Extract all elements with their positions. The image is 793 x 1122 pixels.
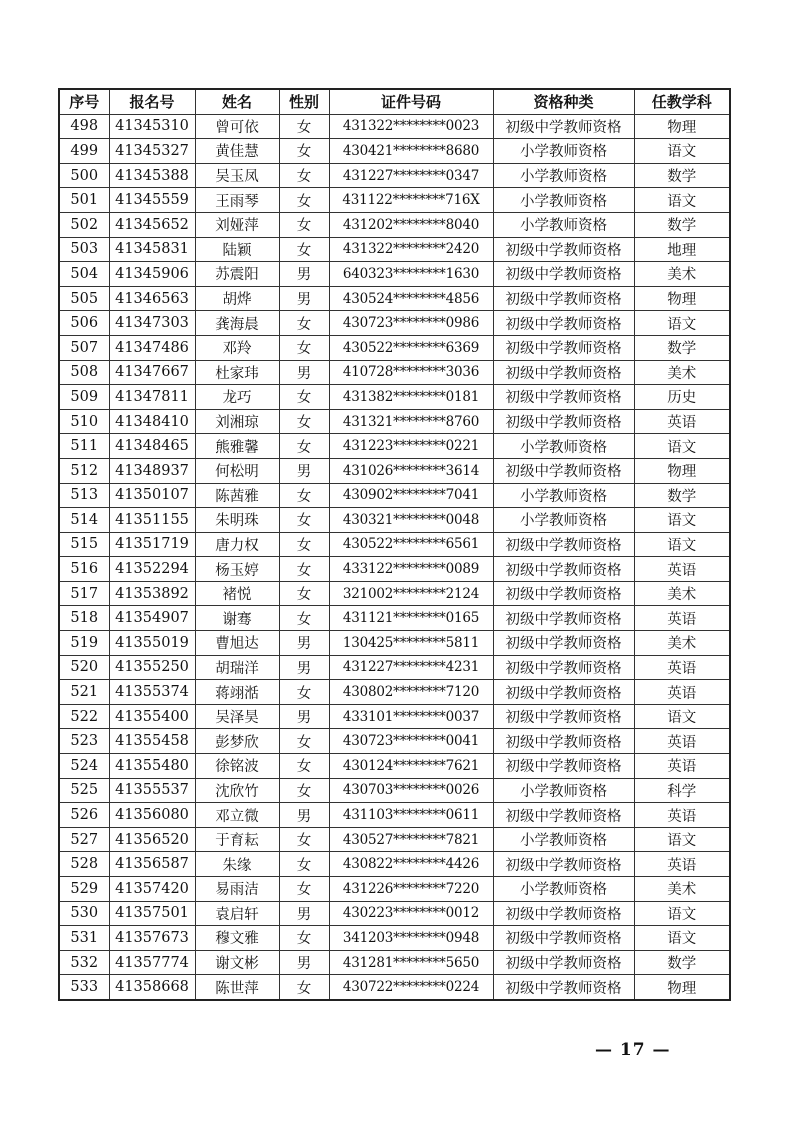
cell-id-number: 430902********7041 xyxy=(329,483,493,508)
cell-serial: 533 xyxy=(59,975,109,1000)
cell-serial: 529 xyxy=(59,877,109,902)
cell-id-number: 430124********7621 xyxy=(329,754,493,779)
table-row xyxy=(59,901,730,926)
header-teaching-subject: 任教学科 xyxy=(634,89,730,114)
cell-gender: 女 xyxy=(279,557,329,582)
cell-gender: 女 xyxy=(279,114,329,139)
cell-teaching-subject: 语文 xyxy=(634,704,730,729)
table-row xyxy=(59,212,730,237)
cell-name: 谢文彬 xyxy=(195,950,279,975)
cell-gender: 女 xyxy=(279,139,329,164)
cell-id-number: 433101********0037 xyxy=(329,704,493,729)
cell-serial: 502 xyxy=(59,212,109,237)
cell-teaching-subject: 语文 xyxy=(634,508,730,533)
cell-name: 黄佳慧 xyxy=(195,139,279,164)
cell-qualification-type: 初级中学教师资格 xyxy=(493,631,634,656)
cell-teaching-subject: 英语 xyxy=(634,606,730,631)
cell-teaching-subject: 英语 xyxy=(634,409,730,434)
cell-qualification-type: 初级中学教师资格 xyxy=(493,262,634,287)
cell-name: 苏震阳 xyxy=(195,262,279,287)
table-row xyxy=(59,581,730,606)
table-row xyxy=(59,975,730,1000)
cell-id-number: 430722********0224 xyxy=(329,975,493,1000)
cell-qualification-type: 初级中学教师资格 xyxy=(493,803,634,828)
cell-gender: 女 xyxy=(279,483,329,508)
cell-gender: 女 xyxy=(279,680,329,705)
cell-qualification-type: 初级中学教师资格 xyxy=(493,655,634,680)
cell-name: 徐铭波 xyxy=(195,754,279,779)
cell-registration-no: 41357673 xyxy=(109,926,195,951)
cell-registration-no: 41355480 xyxy=(109,754,195,779)
cell-name: 易雨洁 xyxy=(195,877,279,902)
cell-gender: 男 xyxy=(279,262,329,287)
cell-name: 刘娅萍 xyxy=(195,212,279,237)
cell-serial: 526 xyxy=(59,803,109,828)
cell-id-number: 431321********8760 xyxy=(329,409,493,434)
cell-id-number: 410728********3036 xyxy=(329,360,493,385)
cell-gender: 女 xyxy=(279,754,329,779)
cell-serial: 504 xyxy=(59,262,109,287)
cell-qualification-type: 初级中学教师资格 xyxy=(493,335,634,360)
cell-registration-no: 41345327 xyxy=(109,139,195,164)
cell-gender: 女 xyxy=(279,877,329,902)
cell-serial: 523 xyxy=(59,729,109,754)
cell-registration-no: 41345559 xyxy=(109,188,195,213)
cell-serial: 524 xyxy=(59,754,109,779)
cell-id-number: 431121********0165 xyxy=(329,606,493,631)
cell-qualification-type: 小学教师资格 xyxy=(493,877,634,902)
cell-name: 熊雅馨 xyxy=(195,434,279,459)
cell-serial: 520 xyxy=(59,655,109,680)
cell-teaching-subject: 数学 xyxy=(634,335,730,360)
cell-name: 胡瑞洋 xyxy=(195,655,279,680)
cell-registration-no: 41357501 xyxy=(109,901,195,926)
header-id-number: 证件号码 xyxy=(329,89,493,114)
cell-registration-no: 41355019 xyxy=(109,631,195,656)
cell-serial: 518 xyxy=(59,606,109,631)
cell-registration-no: 41345906 xyxy=(109,262,195,287)
cell-registration-no: 41347303 xyxy=(109,311,195,336)
cell-teaching-subject: 语文 xyxy=(634,434,730,459)
cell-registration-no: 41348937 xyxy=(109,458,195,483)
cell-teaching-subject: 语文 xyxy=(634,827,730,852)
table-row xyxy=(59,877,730,902)
cell-registration-no: 41356520 xyxy=(109,827,195,852)
cell-registration-no: 41355537 xyxy=(109,778,195,803)
cell-serial: 510 xyxy=(59,409,109,434)
cell-gender: 女 xyxy=(279,508,329,533)
table-row xyxy=(59,335,730,360)
cell-name: 曾可依 xyxy=(195,114,279,139)
cell-teaching-subject: 数学 xyxy=(634,483,730,508)
cell-qualification-type: 初级中学教师资格 xyxy=(493,409,634,434)
cell-gender: 男 xyxy=(279,901,329,926)
cell-gender: 女 xyxy=(279,975,329,1000)
table-body xyxy=(59,114,730,1000)
cell-serial: 525 xyxy=(59,778,109,803)
table-row xyxy=(59,827,730,852)
cell-gender: 女 xyxy=(279,163,329,188)
cell-name: 唐力权 xyxy=(195,532,279,557)
cell-id-number: 430522********6369 xyxy=(329,335,493,360)
cell-registration-no: 41345831 xyxy=(109,237,195,262)
cell-id-number: 640323********1630 xyxy=(329,262,493,287)
cell-qualification-type: 初级中学教师资格 xyxy=(493,926,634,951)
table-row xyxy=(59,163,730,188)
cell-registration-no: 41348465 xyxy=(109,434,195,459)
cell-teaching-subject: 物理 xyxy=(634,114,730,139)
cell-registration-no: 41353892 xyxy=(109,581,195,606)
cell-serial: 516 xyxy=(59,557,109,582)
table-row xyxy=(59,631,730,656)
cell-teaching-subject: 英语 xyxy=(634,754,730,779)
cell-id-number: 431226********7220 xyxy=(329,877,493,902)
cell-registration-no: 41347811 xyxy=(109,385,195,410)
page-number: — 17 — xyxy=(595,1040,671,1060)
cell-qualification-type: 初级中学教师资格 xyxy=(493,680,634,705)
cell-serial: 506 xyxy=(59,311,109,336)
cell-gender: 女 xyxy=(279,778,329,803)
cell-serial: 500 xyxy=(59,163,109,188)
cell-qualification-type: 小学教师资格 xyxy=(493,434,634,459)
cell-name: 朱明珠 xyxy=(195,508,279,533)
cell-serial: 519 xyxy=(59,631,109,656)
cell-qualification-type: 小学教师资格 xyxy=(493,139,634,164)
cell-id-number: 431223********0221 xyxy=(329,434,493,459)
cell-name: 吴泽昊 xyxy=(195,704,279,729)
cell-gender: 女 xyxy=(279,434,329,459)
cell-id-number: 431281********5650 xyxy=(329,950,493,975)
cell-qualification-type: 初级中学教师资格 xyxy=(493,704,634,729)
cell-serial: 511 xyxy=(59,434,109,459)
cell-gender: 女 xyxy=(279,385,329,410)
cell-teaching-subject: 英语 xyxy=(634,557,730,582)
cell-serial: 503 xyxy=(59,237,109,262)
cell-qualification-type: 小学教师资格 xyxy=(493,508,634,533)
table-row xyxy=(59,655,730,680)
cell-serial: 501 xyxy=(59,188,109,213)
cell-qualification-type: 初级中学教师资格 xyxy=(493,237,634,262)
cell-gender: 女 xyxy=(279,311,329,336)
cell-id-number: 431227********0347 xyxy=(329,163,493,188)
cell-teaching-subject: 历史 xyxy=(634,385,730,410)
cell-teaching-subject: 美术 xyxy=(634,581,730,606)
table-row xyxy=(59,139,730,164)
cell-gender: 女 xyxy=(279,729,329,754)
cell-qualification-type: 小学教师资格 xyxy=(493,163,634,188)
cell-id-number: 431322********2420 xyxy=(329,237,493,262)
cell-teaching-subject: 美术 xyxy=(634,631,730,656)
header-qualification-type: 资格种类 xyxy=(493,89,634,114)
cell-id-number: 431202********8040 xyxy=(329,212,493,237)
cell-qualification-type: 初级中学教师资格 xyxy=(493,114,634,139)
header-name: 姓名 xyxy=(195,89,279,114)
cell-id-number: 431227********4231 xyxy=(329,655,493,680)
cell-registration-no: 41345388 xyxy=(109,163,195,188)
table-row xyxy=(59,114,730,139)
cell-id-number: 430522********6561 xyxy=(329,532,493,557)
cell-serial: 521 xyxy=(59,680,109,705)
cell-teaching-subject: 美术 xyxy=(634,877,730,902)
cell-qualification-type: 初级中学教师资格 xyxy=(493,557,634,582)
cell-gender: 女 xyxy=(279,581,329,606)
table-row xyxy=(59,950,730,975)
table-row xyxy=(59,311,730,336)
cell-registration-no: 41355374 xyxy=(109,680,195,705)
cell-qualification-type: 初级中学教师资格 xyxy=(493,729,634,754)
cell-teaching-subject: 美术 xyxy=(634,360,730,385)
cell-gender: 女 xyxy=(279,827,329,852)
cell-registration-no: 41351719 xyxy=(109,532,195,557)
cell-serial: 507 xyxy=(59,335,109,360)
cell-name: 杜家玮 xyxy=(195,360,279,385)
cell-id-number: 430527********7821 xyxy=(329,827,493,852)
table-row xyxy=(59,483,730,508)
cell-registration-no: 41347667 xyxy=(109,360,195,385)
cell-serial: 498 xyxy=(59,114,109,139)
cell-serial: 531 xyxy=(59,926,109,951)
cell-teaching-subject: 语文 xyxy=(634,311,730,336)
cell-qualification-type: 初级中学教师资格 xyxy=(493,311,634,336)
cell-qualification-type: 小学教师资格 xyxy=(493,212,634,237)
cell-teaching-subject: 地理 xyxy=(634,237,730,262)
cell-id-number: 430321********0048 xyxy=(329,508,493,533)
cell-qualification-type: 初级中学教师资格 xyxy=(493,385,634,410)
cell-registration-no: 41345652 xyxy=(109,212,195,237)
cell-teaching-subject: 英语 xyxy=(634,680,730,705)
table-row xyxy=(59,532,730,557)
cell-name: 蒋翊湉 xyxy=(195,680,279,705)
cell-id-number: 431322********0023 xyxy=(329,114,493,139)
table-row xyxy=(59,704,730,729)
cell-registration-no: 41356587 xyxy=(109,852,195,877)
table-row xyxy=(59,409,730,434)
cell-serial: 530 xyxy=(59,901,109,926)
table-row xyxy=(59,360,730,385)
cell-id-number: 430703********0026 xyxy=(329,778,493,803)
cell-gender: 男 xyxy=(279,286,329,311)
cell-name: 曹旭达 xyxy=(195,631,279,656)
table-row xyxy=(59,557,730,582)
cell-registration-no: 41346563 xyxy=(109,286,195,311)
cell-id-number: 430723********0041 xyxy=(329,729,493,754)
cell-registration-no: 41351155 xyxy=(109,508,195,533)
cell-name: 于育耘 xyxy=(195,827,279,852)
cell-teaching-subject: 物理 xyxy=(634,458,730,483)
cell-teaching-subject: 英语 xyxy=(634,655,730,680)
cell-gender: 女 xyxy=(279,335,329,360)
table-row xyxy=(59,926,730,951)
cell-teaching-subject: 科学 xyxy=(634,778,730,803)
cell-name: 沈欣竹 xyxy=(195,778,279,803)
cell-name: 王雨琴 xyxy=(195,188,279,213)
cell-gender: 女 xyxy=(279,188,329,213)
cell-serial: 532 xyxy=(59,950,109,975)
cell-gender: 女 xyxy=(279,409,329,434)
cell-id-number: 130425********5811 xyxy=(329,631,493,656)
cell-gender: 女 xyxy=(279,212,329,237)
cell-id-number: 430822********4426 xyxy=(329,852,493,877)
header-registration-no: 报名号 xyxy=(109,89,195,114)
cell-teaching-subject: 物理 xyxy=(634,286,730,311)
cell-qualification-type: 小学教师资格 xyxy=(493,483,634,508)
cell-id-number: 431103********0611 xyxy=(329,803,493,828)
cell-qualification-type: 初级中学教师资格 xyxy=(493,360,634,385)
cell-serial: 514 xyxy=(59,508,109,533)
table-row xyxy=(59,754,730,779)
table-row xyxy=(59,680,730,705)
cell-registration-no: 41355250 xyxy=(109,655,195,680)
cell-gender: 男 xyxy=(279,803,329,828)
cell-id-number: 430421********8680 xyxy=(329,139,493,164)
table-row xyxy=(59,508,730,533)
cell-qualification-type: 初级中学教师资格 xyxy=(493,606,634,631)
cell-registration-no: 41357420 xyxy=(109,877,195,902)
cell-serial: 509 xyxy=(59,385,109,410)
cell-teaching-subject: 数学 xyxy=(634,212,730,237)
cell-gender: 男 xyxy=(279,950,329,975)
cell-serial: 499 xyxy=(59,139,109,164)
cell-gender: 女 xyxy=(279,606,329,631)
cell-teaching-subject: 英语 xyxy=(634,803,730,828)
cell-qualification-type: 小学教师资格 xyxy=(493,778,634,803)
cell-serial: 513 xyxy=(59,483,109,508)
cell-qualification-type: 初级中学教师资格 xyxy=(493,458,634,483)
cell-gender: 女 xyxy=(279,532,329,557)
cell-qualification-type: 初级中学教师资格 xyxy=(493,975,634,1000)
cell-registration-no: 41350107 xyxy=(109,483,195,508)
cell-name: 陈世萍 xyxy=(195,975,279,1000)
cell-name: 邓羚 xyxy=(195,335,279,360)
cell-teaching-subject: 英语 xyxy=(634,729,730,754)
cell-gender: 男 xyxy=(279,458,329,483)
table-row xyxy=(59,385,730,410)
cell-name: 穆文雅 xyxy=(195,926,279,951)
table-row xyxy=(59,803,730,828)
cell-teaching-subject: 语文 xyxy=(634,188,730,213)
cell-qualification-type: 初级中学教师资格 xyxy=(493,286,634,311)
cell-name: 朱缘 xyxy=(195,852,279,877)
cell-teaching-subject: 数学 xyxy=(634,163,730,188)
cell-qualification-type: 小学教师资格 xyxy=(493,827,634,852)
table-row xyxy=(59,729,730,754)
cell-registration-no: 41354907 xyxy=(109,606,195,631)
cell-gender: 女 xyxy=(279,237,329,262)
cell-name: 彭梦欣 xyxy=(195,729,279,754)
table-row xyxy=(59,237,730,262)
cell-name: 刘湘琼 xyxy=(195,409,279,434)
cell-serial: 508 xyxy=(59,360,109,385)
cell-name: 龚海晨 xyxy=(195,311,279,336)
cell-teaching-subject: 语文 xyxy=(634,139,730,164)
cell-name: 龙巧 xyxy=(195,385,279,410)
cell-registration-no: 41352294 xyxy=(109,557,195,582)
cell-registration-no: 41347486 xyxy=(109,335,195,360)
cell-serial: 505 xyxy=(59,286,109,311)
cell-registration-no: 41357774 xyxy=(109,950,195,975)
cell-name: 褚悦 xyxy=(195,581,279,606)
cell-name: 袁启轩 xyxy=(195,901,279,926)
cell-name: 吴玉凤 xyxy=(195,163,279,188)
applicant-table xyxy=(58,88,731,1001)
cell-registration-no: 41345310 xyxy=(109,114,195,139)
cell-teaching-subject: 英语 xyxy=(634,852,730,877)
cell-gender: 男 xyxy=(279,704,329,729)
cell-gender: 女 xyxy=(279,852,329,877)
cell-qualification-type: 初级中学教师资格 xyxy=(493,754,634,779)
cell-teaching-subject: 语文 xyxy=(634,532,730,557)
table-header-row xyxy=(59,89,730,114)
cell-id-number: 431026********3614 xyxy=(329,458,493,483)
cell-id-number: 430723********0986 xyxy=(329,311,493,336)
header-serial: 序号 xyxy=(59,89,109,114)
table-row xyxy=(59,434,730,459)
cell-name: 陆颖 xyxy=(195,237,279,262)
cell-id-number: 321002********2124 xyxy=(329,581,493,606)
cell-name: 谢骞 xyxy=(195,606,279,631)
cell-serial: 528 xyxy=(59,852,109,877)
cell-registration-no: 41355400 xyxy=(109,704,195,729)
table-row xyxy=(59,188,730,213)
table-row xyxy=(59,852,730,877)
cell-name: 何松明 xyxy=(195,458,279,483)
cell-qualification-type: 初级中学教师资格 xyxy=(493,950,634,975)
cell-name: 邓立微 xyxy=(195,803,279,828)
cell-registration-no: 41356080 xyxy=(109,803,195,828)
cell-gender: 男 xyxy=(279,655,329,680)
cell-serial: 517 xyxy=(59,581,109,606)
cell-qualification-type: 初级中学教师资格 xyxy=(493,581,634,606)
cell-qualification-type: 初级中学教师资格 xyxy=(493,852,634,877)
cell-teaching-subject: 数学 xyxy=(634,950,730,975)
table-row xyxy=(59,262,730,287)
cell-id-number: 430524********4856 xyxy=(329,286,493,311)
cell-serial: 527 xyxy=(59,827,109,852)
cell-serial: 515 xyxy=(59,532,109,557)
cell-teaching-subject: 美术 xyxy=(634,262,730,287)
header-gender: 性别 xyxy=(279,89,329,114)
cell-registration-no: 41355458 xyxy=(109,729,195,754)
table-row xyxy=(59,286,730,311)
cell-teaching-subject: 语文 xyxy=(634,926,730,951)
cell-qualification-type: 小学教师资格 xyxy=(493,188,634,213)
cell-name: 陈茜雅 xyxy=(195,483,279,508)
cell-teaching-subject: 语文 xyxy=(634,901,730,926)
cell-qualification-type: 初级中学教师资格 xyxy=(493,901,634,926)
cell-teaching-subject: 物理 xyxy=(634,975,730,1000)
cell-name: 杨玉婷 xyxy=(195,557,279,582)
cell-gender: 男 xyxy=(279,360,329,385)
cell-serial: 512 xyxy=(59,458,109,483)
cell-gender: 男 xyxy=(279,631,329,656)
cell-id-number: 430802********7120 xyxy=(329,680,493,705)
table-row xyxy=(59,458,730,483)
cell-id-number: 433122********0089 xyxy=(329,557,493,582)
table-row xyxy=(59,778,730,803)
cell-registration-no: 41358668 xyxy=(109,975,195,1000)
cell-name: 胡烨 xyxy=(195,286,279,311)
table-row xyxy=(59,606,730,631)
cell-id-number: 430223********0012 xyxy=(329,901,493,926)
cell-id-number: 431382********0181 xyxy=(329,385,493,410)
cell-serial: 522 xyxy=(59,704,109,729)
cell-id-number: 341203********0948 xyxy=(329,926,493,951)
cell-id-number: 431122********716X xyxy=(329,188,493,213)
cell-registration-no: 41348410 xyxy=(109,409,195,434)
cell-qualification-type: 初级中学教师资格 xyxy=(493,532,634,557)
cell-gender: 女 xyxy=(279,926,329,951)
